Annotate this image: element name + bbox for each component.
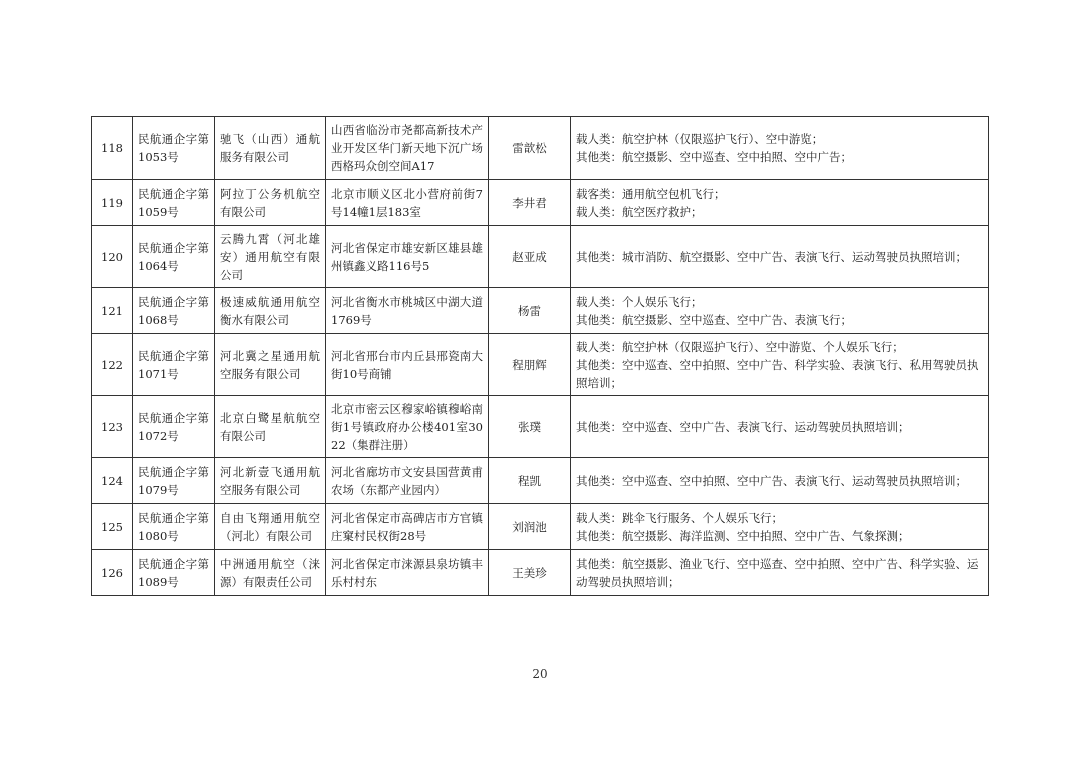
table-row — [92, 226, 989, 288]
business-scope-line: 载人类：航空护林（仅限巡护飞行）、空中游览； — [576, 132, 824, 146]
table-row — [92, 180, 989, 226]
table-row — [92, 117, 989, 180]
legal-representative-cell: 张璞 — [489, 396, 571, 458]
aviation-company-registry-table — [91, 116, 989, 596]
company-name-cell: 河北冀之星通用航空服务有限公司 — [215, 334, 326, 396]
row-index-cell: 124 — [92, 458, 133, 504]
business-scope-cell — [571, 458, 989, 504]
company-name-cell: 北京白鹭星航航空有限公司 — [215, 396, 326, 458]
business-scope-cell — [571, 226, 989, 288]
legal-representative-cell: 李井君 — [489, 180, 571, 226]
address-cell: 河北省廊坊市文安县国营黄甫农场（东都产业园内） — [326, 458, 489, 504]
legal-representative-cell: 杨雷 — [489, 288, 571, 334]
business-scope-cell — [571, 180, 989, 226]
business-scope-line: 载客类：通用航空包机飞行； — [576, 186, 726, 201]
company-name-cell: 中洲通用航空（涞源）有限责任公司 — [215, 550, 326, 596]
table-row — [92, 334, 989, 396]
license-number-cell: 民航通企字第1079号 — [133, 458, 215, 504]
business-scope-cell — [571, 396, 989, 458]
row-index-cell: 118 — [92, 117, 133, 180]
license-number-cell: 民航通企字第1053号 — [133, 117, 215, 180]
table-row — [92, 396, 989, 458]
business-scope-cell — [571, 288, 989, 334]
license-number-cell: 民航通企字第1072号 — [133, 396, 215, 458]
business-scope-line: 其他类：航空摄影、空中巡查、空中广告、表演飞行； — [576, 312, 852, 327]
business-scope-line: 其他类：空中巡查、空中拍照、空中广告、表演飞行、运动驾驶员执照培训； — [576, 473, 967, 488]
license-number-cell: 民航通企字第1064号 — [133, 226, 215, 288]
address-cell: 河北省邢台市内丘县邢瓷南大街10号商铺 — [326, 334, 489, 396]
row-index-cell: 119 — [92, 180, 133, 226]
table-row — [92, 288, 989, 334]
address-cell: 河北省保定市高碑店市方官镇庄窠村民权街28号 — [326, 504, 489, 550]
address-cell: 北京市密云区穆家峪镇穆峪南街1号镇政府办公楼401室3022（集群注册） — [326, 396, 489, 458]
business-scope-line: 其他类：航空摄影、空中巡查、空中拍照、空中广告； — [576, 150, 852, 164]
row-index-cell: 121 — [92, 288, 133, 334]
license-number-cell: 民航通企字第1068号 — [133, 288, 215, 334]
company-name-cell: 阿拉丁公务机航空有限公司 — [215, 180, 326, 226]
business-scope-line: 其他类：城市消防、航空摄影、空中广告、表演飞行、运动驾驶员执照培训； — [576, 249, 967, 264]
business-scope-line: 载人类：航空护林（仅限巡护飞行）、空中游览、个人娱乐飞行； — [576, 339, 904, 354]
legal-representative-cell: 王美珍 — [489, 550, 571, 596]
business-scope-cell — [571, 550, 989, 596]
license-number-cell: 民航通企字第1071号 — [133, 334, 215, 396]
company-name-cell: 河北新壹飞通用航空服务有限公司 — [215, 458, 326, 504]
address-cell: 河北省保定市雄安新区雄县雄州镇鑫义路116号5 — [326, 226, 489, 288]
business-scope-line: 其他类：航空摄影、海洋监测、空中拍照、空中广告、气象探测； — [576, 528, 910, 543]
company-name-cell: 自由飞翔通用航空（河北）有限公司 — [215, 504, 326, 550]
row-index-cell: 122 — [92, 334, 133, 396]
business-scope-cell — [571, 504, 989, 550]
row-index-cell: 123 — [92, 396, 133, 458]
license-number-cell: 民航通企字第1080号 — [133, 504, 215, 550]
business-scope-line: 载人类：航空医疗救护； — [576, 204, 703, 219]
business-scope-line: 其他类：航空摄影、渔业飞行、空中巡查、空中拍照、空中广告、科学实验、运动驾驶员执照培训； — [576, 556, 979, 589]
legal-representative-cell: 赵亚成 — [489, 226, 571, 288]
business-scope-line: 载人类：跳伞飞行服务、个人娱乐飞行； — [576, 510, 783, 525]
license-number-cell: 民航通企字第1089号 — [133, 550, 215, 596]
address-cell: 河北省衡水市桃城区中湖大道1769号 — [326, 288, 489, 334]
row-index-cell: 120 — [92, 226, 133, 288]
page-number: 20 — [532, 667, 548, 681]
legal-representative-cell: 程朋辉 — [489, 334, 571, 396]
business-scope-cell — [571, 117, 989, 180]
business-scope-line: 其他类：空中巡查、空中广告、表演飞行、运动驾驶员执照培训； — [576, 419, 910, 434]
address-cell: 山西省临汾市尧都高新技术产业开发区华门新天地下沉广场西格玛众创空间A17 — [326, 117, 489, 180]
legal-representative-cell: 雷歆松 — [489, 117, 571, 180]
legal-representative-cell: 程凯 — [489, 458, 571, 504]
row-index-cell: 126 — [92, 550, 133, 596]
address-cell: 河北省保定市涞源县泉坊镇丰乐村村东 — [326, 550, 489, 596]
legal-representative-cell: 刘润池 — [489, 504, 571, 550]
company-name-cell: 极速威航通用航空衡水有限公司 — [215, 288, 326, 334]
license-number-cell: 民航通企字第1059号 — [133, 180, 215, 226]
business-scope-line: 载人类：个人娱乐飞行； — [576, 294, 703, 309]
table-row — [92, 550, 989, 596]
row-index-cell: 125 — [92, 504, 133, 550]
business-scope-cell — [571, 334, 989, 396]
address-cell: 北京市顺义区北小营府前街7号14幢1层183室 — [326, 180, 489, 226]
company-name-cell: 驰飞（山西）通航服务有限公司 — [215, 117, 326, 180]
table-row — [92, 504, 989, 550]
company-name-cell: 云腾九霄（河北雄安）通用航空有限公司 — [215, 226, 326, 288]
table-row — [92, 458, 989, 504]
business-scope-line: 其他类：空中巡查、空中拍照、空中广告、科学实验、表演飞行、私用驾驶员执照培训； — [576, 357, 979, 390]
registry-table-body — [92, 117, 989, 596]
